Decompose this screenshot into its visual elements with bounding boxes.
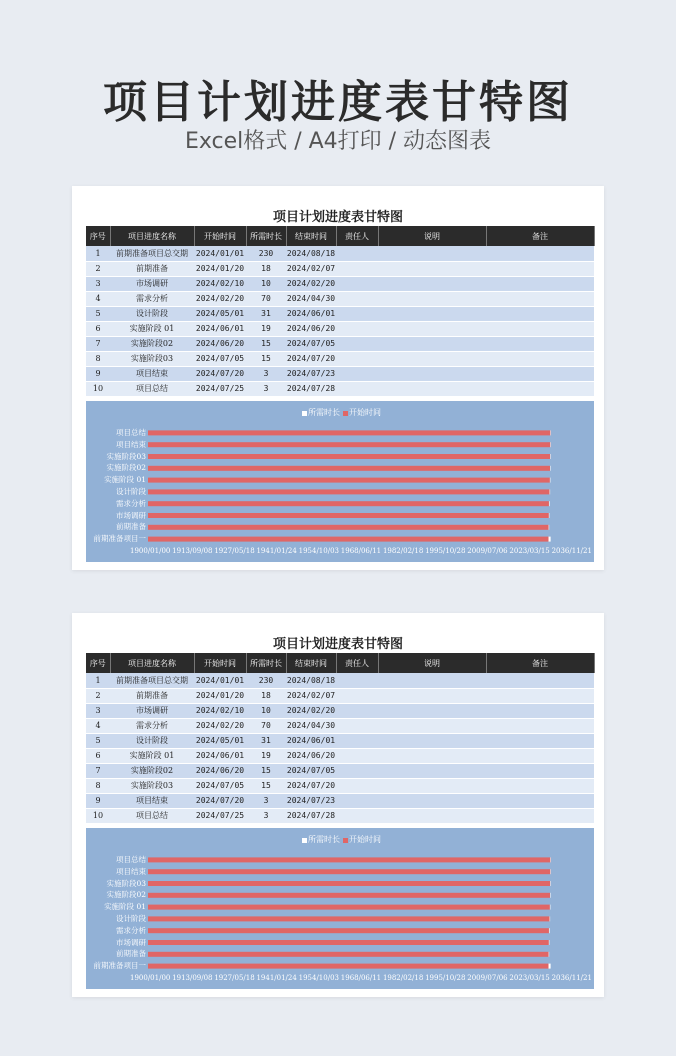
- cell-start: 2024/02/10: [194, 703, 246, 718]
- cell-empty: [486, 366, 594, 381]
- cell-name: 市场调研: [110, 703, 194, 718]
- gantt-bar-duration: [549, 525, 550, 530]
- chart-plot-area: [86, 828, 594, 989]
- y-tick-label: 实施阶段02: [106, 463, 146, 473]
- y-tick-label: 实施阶段 01: [104, 475, 146, 485]
- cell-start: 2024/07/25: [194, 381, 246, 396]
- gantt-bar-duration: [550, 489, 551, 494]
- gantt-bar-start: [148, 430, 550, 435]
- cell-start: 2024/07/25: [194, 808, 246, 823]
- schedule-table: [86, 653, 595, 824]
- cell-duration: 230: [246, 673, 286, 688]
- cell-start: 2024/06/20: [194, 336, 246, 351]
- x-tick-label: 1941/01/24: [256, 547, 297, 555]
- y-tick-label: 前期准备项目一: [93, 534, 146, 544]
- gantt-bar-start: [148, 454, 550, 459]
- cell-empty: [486, 351, 594, 366]
- schedule-table: [86, 226, 595, 397]
- gantt-bar-duration: [549, 928, 550, 933]
- cell-duration: 19: [246, 748, 286, 763]
- cell-empty: [336, 321, 378, 336]
- cell-duration: 10: [246, 276, 286, 291]
- cell-empty: [378, 808, 486, 823]
- table-row: [86, 321, 594, 336]
- cell-empty: [486, 673, 594, 688]
- gantt-bar-duration: [549, 513, 550, 518]
- cell-empty: [336, 351, 378, 366]
- cell-start: 2024/05/01: [194, 733, 246, 748]
- y-tick-label: 实施阶段 01: [104, 902, 146, 912]
- cell-duration: 31: [246, 733, 286, 748]
- cell-empty: [378, 793, 486, 808]
- cell-end: 2024/04/30: [286, 291, 336, 306]
- x-tick-label: 2009/07/06: [467, 547, 508, 555]
- cell-empty: [336, 763, 378, 778]
- cell-no: 8: [86, 778, 110, 793]
- cell-end: 2024/04/30: [286, 718, 336, 733]
- cell-end: 2024/07/20: [286, 351, 336, 366]
- x-tick-label: 2036/11/21: [551, 547, 592, 555]
- sheet-title: 项目计划进度表甘特图: [272, 210, 403, 225]
- gantt-bar-duration: [548, 964, 550, 969]
- cell-empty: [486, 763, 594, 778]
- cell-no: 10: [86, 381, 110, 396]
- gantt-bar-duration: [550, 881, 551, 886]
- cell-empty: [486, 321, 594, 336]
- gantt-bar-start: [148, 893, 550, 898]
- x-tick-label: 1982/02/18: [382, 547, 424, 555]
- cell-empty: [378, 291, 486, 306]
- cell-name: 设计阶段: [110, 306, 194, 321]
- column-header: 责任人: [336, 226, 378, 246]
- gantt-bar-duration: [550, 466, 551, 471]
- x-tick-label: 1995/10/28: [425, 547, 466, 555]
- cell-name: 需求分析: [110, 291, 194, 306]
- cell-no: 8: [86, 351, 110, 366]
- cell-start: 2024/01/20: [194, 261, 246, 276]
- cell-empty: [486, 306, 594, 321]
- cell-empty: [336, 793, 378, 808]
- cell-empty: [378, 778, 486, 793]
- cell-empty: [486, 718, 594, 733]
- cell-start: 2024/01/01: [194, 246, 246, 261]
- x-tick-label: 1900/01/00: [130, 974, 171, 982]
- x-tick-label: 1995/10/28: [425, 974, 466, 982]
- cell-empty: [486, 261, 594, 276]
- gantt-bar-duration: [549, 501, 550, 506]
- cell-name: 实施阶段 01: [110, 321, 194, 336]
- y-tick-label: 前期准备项目一: [93, 961, 146, 971]
- cell-empty: [336, 336, 378, 351]
- cell-no: 9: [86, 793, 110, 808]
- cell-empty: [378, 718, 486, 733]
- cell-empty: [378, 673, 486, 688]
- cell-empty: [486, 381, 594, 396]
- x-tick-label: 1954/10/03: [298, 547, 339, 555]
- gantt-bar-duration: [550, 442, 551, 447]
- table-row: [86, 763, 594, 778]
- x-tick-label: 2009/07/06: [467, 974, 508, 982]
- cell-empty: [378, 366, 486, 381]
- cell-duration: 31: [246, 306, 286, 321]
- cell-duration: 15: [246, 763, 286, 778]
- table-row: [86, 688, 594, 703]
- gantt-bar-start: [148, 940, 549, 945]
- gantt-bar-start: [148, 857, 550, 862]
- x-tick-label: 2023/03/15: [509, 547, 550, 555]
- column-header: 结束时间: [286, 653, 336, 673]
- table-row: [86, 673, 594, 688]
- y-tick-label: 需求分析: [116, 925, 146, 935]
- cell-name: 实施阶段 01: [110, 748, 194, 763]
- column-header: 开始时间: [194, 226, 246, 246]
- cell-empty: [336, 718, 378, 733]
- cell-empty: [336, 673, 378, 688]
- gantt-bar-start: [148, 928, 549, 933]
- cell-duration: 15: [246, 351, 286, 366]
- cell-no: 6: [86, 748, 110, 763]
- table-row: [86, 246, 594, 261]
- table-header: [86, 653, 594, 673]
- cell-duration: 18: [246, 261, 286, 276]
- cell-end: 2024/07/05: [286, 763, 336, 778]
- cell-name: 前期准备项目总交期: [110, 673, 194, 688]
- gantt-bar-start: [148, 442, 550, 447]
- gantt-bar-start: [148, 466, 550, 471]
- x-tick-label: 1954/10/03: [298, 974, 339, 982]
- legend-label: 所需时长: [308, 408, 340, 417]
- hero-title: 项目计划进度表甘特图: [103, 77, 573, 128]
- cell-empty: [336, 688, 378, 703]
- gantt-bar-duration: [550, 857, 551, 862]
- cell-name: 前期准备: [110, 261, 194, 276]
- cell-empty: [486, 748, 594, 763]
- cell-no: 1: [86, 673, 110, 688]
- cell-empty: [336, 246, 378, 261]
- y-tick-label: 设计阶段: [116, 913, 146, 923]
- gantt-bar-start: [148, 905, 550, 910]
- cell-empty: [336, 291, 378, 306]
- x-tick-label: 2036/11/21: [551, 974, 592, 982]
- x-tick-label: 2023/03/15: [509, 974, 550, 982]
- y-tick-label: 项目总结: [116, 855, 146, 864]
- cell-empty: [486, 808, 594, 823]
- cell-empty: [336, 366, 378, 381]
- cell-empty: [378, 733, 486, 748]
- table-row: [86, 778, 594, 793]
- gantt-bar-duration: [549, 940, 550, 945]
- gantt-bar-duration: [550, 905, 551, 910]
- cell-empty: [336, 381, 378, 396]
- cell-empty: [378, 748, 486, 763]
- column-header: 所需时长: [246, 226, 286, 246]
- cell-name: 实施阶段03: [110, 778, 194, 793]
- cell-empty: [378, 261, 486, 276]
- cell-end: 2024/06/01: [286, 733, 336, 748]
- legend-label: 开始时间: [349, 835, 381, 844]
- chart-x-axis-labels: [130, 974, 592, 982]
- gantt-bar-duration: [550, 478, 551, 483]
- cell-start: 2024/05/01: [194, 306, 246, 321]
- gantt-bar-duration: [550, 916, 551, 921]
- y-tick-label: 市场调研: [116, 937, 146, 947]
- cell-no: 6: [86, 321, 110, 336]
- cell-name: 前期准备: [110, 688, 194, 703]
- table-row: [86, 351, 594, 366]
- cell-no: 5: [86, 733, 110, 748]
- cell-duration: 70: [246, 291, 286, 306]
- cell-empty: [378, 276, 486, 291]
- cell-empty: [378, 703, 486, 718]
- cell-no: 7: [86, 336, 110, 351]
- cell-end: 2024/06/20: [286, 321, 336, 336]
- cell-empty: [486, 703, 594, 718]
- cell-empty: [336, 261, 378, 276]
- cell-end: 2024/07/28: [286, 808, 336, 823]
- sheet-title: 项目计划进度表甘特图: [272, 637, 403, 652]
- cell-duration: 230: [246, 246, 286, 261]
- cell-name: 项目总结: [110, 808, 194, 823]
- cell-end: 2024/07/05: [286, 336, 336, 351]
- cell-duration: 18: [246, 688, 286, 703]
- cell-duration: 3: [246, 366, 286, 381]
- cell-duration: 19: [246, 321, 286, 336]
- y-tick-label: 需求分析: [116, 498, 146, 508]
- cell-name: 项目总结: [110, 381, 194, 396]
- gantt-bar-start: [148, 881, 550, 886]
- cell-empty: [378, 246, 486, 261]
- cell-end: 2024/02/07: [286, 261, 336, 276]
- cell-empty: [486, 793, 594, 808]
- cell-name: 项目结束: [110, 793, 194, 808]
- cell-end: 2024/07/20: [286, 778, 336, 793]
- cell-end: 2024/07/28: [286, 381, 336, 396]
- cell-no: 7: [86, 763, 110, 778]
- table-row: [86, 336, 594, 351]
- x-tick-label: 1913/09/08: [172, 547, 213, 555]
- cell-empty: [378, 688, 486, 703]
- table-row: [86, 793, 594, 808]
- cell-empty: [336, 733, 378, 748]
- column-header: 序号: [86, 653, 110, 673]
- cell-empty: [378, 321, 486, 336]
- cell-empty: [336, 808, 378, 823]
- gantt-bar-start: [148, 869, 550, 874]
- x-tick-label: 1927/05/18: [214, 974, 255, 982]
- cell-duration: 3: [246, 808, 286, 823]
- column-header: 说明: [378, 226, 486, 246]
- cell-name: 市场调研: [110, 276, 194, 291]
- x-tick-label: 1982/02/18: [382, 974, 424, 982]
- cell-duration: 15: [246, 778, 286, 793]
- cell-start: 2024/01/20: [194, 688, 246, 703]
- y-tick-label: 前期准备: [116, 949, 146, 959]
- cell-end: 2024/06/20: [286, 748, 336, 763]
- y-tick-label: 前期准备: [116, 522, 146, 532]
- cell-start: 2024/06/01: [194, 748, 246, 763]
- cell-name: 需求分析: [110, 718, 194, 733]
- cell-empty: [486, 336, 594, 351]
- y-tick-label: 实施阶段03: [106, 878, 146, 888]
- cell-no: 10: [86, 808, 110, 823]
- cell-duration: 15: [246, 336, 286, 351]
- cell-empty: [378, 351, 486, 366]
- cell-start: 2024/01/01: [194, 673, 246, 688]
- cell-start: 2024/07/20: [194, 366, 246, 381]
- cell-name: 前期准备项目总交期: [110, 246, 194, 261]
- gantt-chart: [86, 401, 594, 562]
- gantt-bar-duration: [549, 952, 550, 957]
- cell-duration: 3: [246, 793, 286, 808]
- cell-start: 2024/06/01: [194, 321, 246, 336]
- cell-empty: [336, 306, 378, 321]
- column-header: 说明: [378, 653, 486, 673]
- cell-start: 2024/02/20: [194, 718, 246, 733]
- cell-end: 2024/08/18: [286, 673, 336, 688]
- cell-empty: [336, 703, 378, 718]
- cell-name: 项目结束: [110, 366, 194, 381]
- cell-empty: [336, 778, 378, 793]
- gantt-bar-start: [148, 525, 549, 530]
- legend-label: 所需时长: [308, 835, 340, 844]
- y-tick-label: 实施阶段03: [106, 451, 146, 461]
- cell-name: 设计阶段: [110, 733, 194, 748]
- table-header: [86, 226, 594, 246]
- gantt-bar-start: [148, 489, 550, 494]
- table-row: [86, 381, 594, 396]
- legend-label: 开始时间: [349, 408, 381, 417]
- column-header: 项目进度名称: [110, 226, 194, 246]
- column-header: 项目进度名称: [110, 653, 194, 673]
- cell-empty: [378, 336, 486, 351]
- column-header: 备注: [486, 226, 594, 246]
- y-tick-label: 项目结束: [116, 866, 146, 876]
- table-row: [86, 733, 594, 748]
- cell-empty: [486, 778, 594, 793]
- cell-duration: 70: [246, 718, 286, 733]
- y-tick-label: 项目总结: [116, 428, 146, 437]
- gantt-bar-start: [148, 501, 549, 506]
- column-header: 备注: [486, 653, 594, 673]
- cell-duration: 3: [246, 381, 286, 396]
- cell-no: 4: [86, 291, 110, 306]
- cell-duration: 10: [246, 703, 286, 718]
- cell-start: 2024/07/20: [194, 793, 246, 808]
- cell-empty: [336, 276, 378, 291]
- cell-start: 2024/07/05: [194, 778, 246, 793]
- x-tick-label: 1927/05/18: [214, 547, 255, 555]
- spreadsheet-preview-2: [72, 613, 604, 997]
- gantt-bar-start: [148, 964, 548, 969]
- gantt-bar-duration: [550, 454, 551, 459]
- gantt-bar-start: [148, 478, 550, 483]
- gantt-bar-start: [148, 916, 550, 921]
- cell-name: 实施阶段02: [110, 336, 194, 351]
- x-tick-label: 1968/06/11: [340, 974, 382, 982]
- cell-empty: [378, 381, 486, 396]
- table-row: [86, 276, 594, 291]
- cell-empty: [486, 276, 594, 291]
- y-tick-label: 设计阶段: [116, 486, 146, 496]
- chart-x-axis-labels: [130, 547, 592, 555]
- cell-end: 2024/06/01: [286, 306, 336, 321]
- x-tick-label: 1968/06/11: [340, 547, 382, 555]
- cell-end: 2024/07/23: [286, 366, 336, 381]
- gantt-bar-duration: [550, 893, 551, 898]
- table-row: [86, 703, 594, 718]
- y-tick-label: 项目结束: [116, 439, 146, 449]
- column-header: 序号: [86, 226, 110, 246]
- chart-plot-area: [86, 401, 594, 562]
- cell-start: 2024/07/05: [194, 351, 246, 366]
- table-row: [86, 718, 594, 733]
- cell-start: 2024/02/20: [194, 291, 246, 306]
- gantt-bar-duration: [548, 537, 550, 542]
- cell-no: 5: [86, 306, 110, 321]
- cell-no: 2: [86, 261, 110, 276]
- gantt-bar-start: [148, 537, 548, 542]
- gantt-chart: [86, 828, 594, 989]
- x-tick-label: 1913/09/08: [172, 974, 213, 982]
- table-row: [86, 261, 594, 276]
- cell-start: 2024/06/20: [194, 763, 246, 778]
- cell-no: 4: [86, 718, 110, 733]
- cell-no: 3: [86, 703, 110, 718]
- cell-end: 2024/02/07: [286, 688, 336, 703]
- cell-empty: [486, 733, 594, 748]
- cell-empty: [486, 246, 594, 261]
- cell-no: 3: [86, 276, 110, 291]
- cell-start: 2024/02/10: [194, 276, 246, 291]
- table-row: [86, 306, 594, 321]
- y-tick-label: 实施阶段02: [106, 890, 146, 900]
- column-header: 责任人: [336, 653, 378, 673]
- cell-name: 实施阶段03: [110, 351, 194, 366]
- column-header: 开始时间: [194, 653, 246, 673]
- table-row: [86, 366, 594, 381]
- x-tick-label: 1941/01/24: [256, 974, 297, 982]
- cell-end: 2024/02/20: [286, 703, 336, 718]
- cell-end: 2024/08/18: [286, 246, 336, 261]
- cell-empty: [486, 291, 594, 306]
- cell-empty: [378, 763, 486, 778]
- table-row: [86, 291, 594, 306]
- gantt-bar-start: [148, 952, 549, 957]
- cell-no: 2: [86, 688, 110, 703]
- cell-end: 2024/02/20: [286, 276, 336, 291]
- cell-name: 实施阶段02: [110, 763, 194, 778]
- cell-empty: [486, 688, 594, 703]
- y-tick-label: 市场调研: [116, 510, 146, 520]
- gantt-bar-duration: [550, 430, 551, 435]
- cell-no: 1: [86, 246, 110, 261]
- column-header: 结束时间: [286, 226, 336, 246]
- gantt-bar-duration: [550, 869, 551, 874]
- cell-empty: [378, 306, 486, 321]
- spreadsheet-preview-1: [72, 186, 604, 570]
- x-tick-label: 1900/01/00: [130, 547, 171, 555]
- column-header: 所需时长: [246, 653, 286, 673]
- gantt-bar-start: [148, 513, 549, 518]
- cell-no: 9: [86, 366, 110, 381]
- cell-empty: [336, 748, 378, 763]
- table-row: [86, 808, 594, 823]
- table-row: [86, 748, 594, 763]
- cell-end: 2024/07/23: [286, 793, 336, 808]
- hero-subtitle: Excel格式 / A4打印 / 动态图表: [184, 129, 492, 154]
